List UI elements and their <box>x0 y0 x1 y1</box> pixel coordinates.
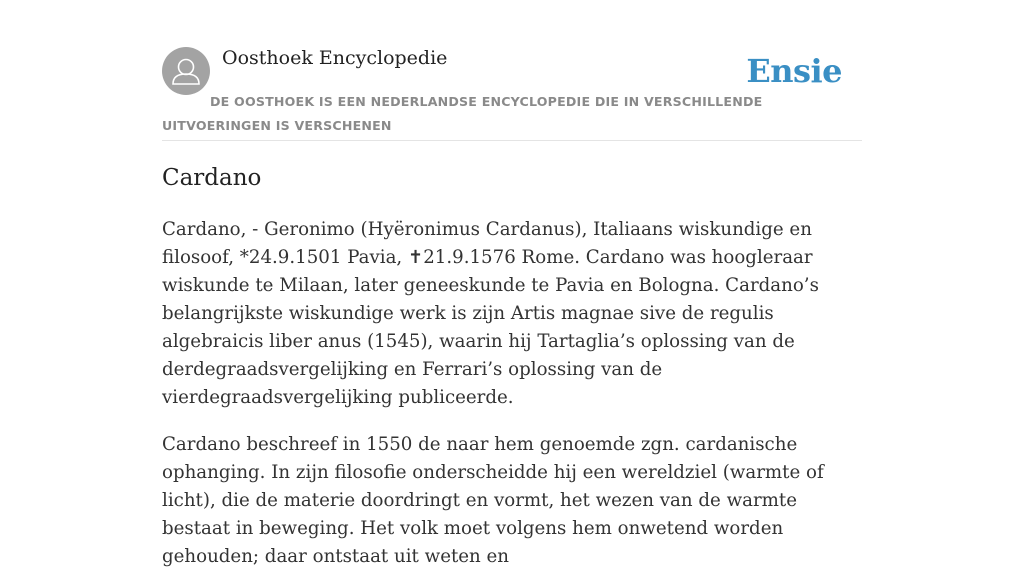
site-description: DE OOSTHOEK IS EEN NEDERLANDSE ENCYCLOPEDIE DIE IN VERSCHILLENDE UITVOERINGEN IS VERSCHENEN <box>162 94 763 133</box>
article-title: Cardano <box>162 165 262 191</box>
site-header <box>162 46 862 141</box>
article <box>162 162 862 571</box>
article-paragraph-1: Cardano, - Geronimo (Hyëronimus Cardanus), Italiaans wiskundige en filosoof, *24.9.1501 Pavia, ✝21.9.1576 Rome. Cardano was hoogleraar wiskunde te Milaan, later geneeskunde te Pavia en Bologna. Cardano’s belangrijkste wiskundige werk is zijn Artis magnae sive de regulis algebraicis liber anus (1545), waarin hij Tartaglia’s oplossing van de derdegraadsvergelijking en Ferrari’s oplossing van de vierdegraadsvergelijking publiceerde. <box>162 219 819 408</box>
user-avatar-icon[interactable] <box>162 47 210 95</box>
article-paragraph-2: Cardano beschreef in 1550 de naar hem genoemde zgn. cardanische ophanging. In zijn filosofie onderscheidde hij een wereldziel (warmte of licht), die de materie doordringt en vormt, het wezen van de warmte bestaat in beweging. Het volk moet volgens hem onwetend worden gehouden; daar ontstaat uit weten en <box>162 434 824 567</box>
site-name-link[interactable]: Oosthoek Encyclopedie <box>222 47 448 69</box>
brand-logo[interactable]: Ensie <box>746 52 842 90</box>
